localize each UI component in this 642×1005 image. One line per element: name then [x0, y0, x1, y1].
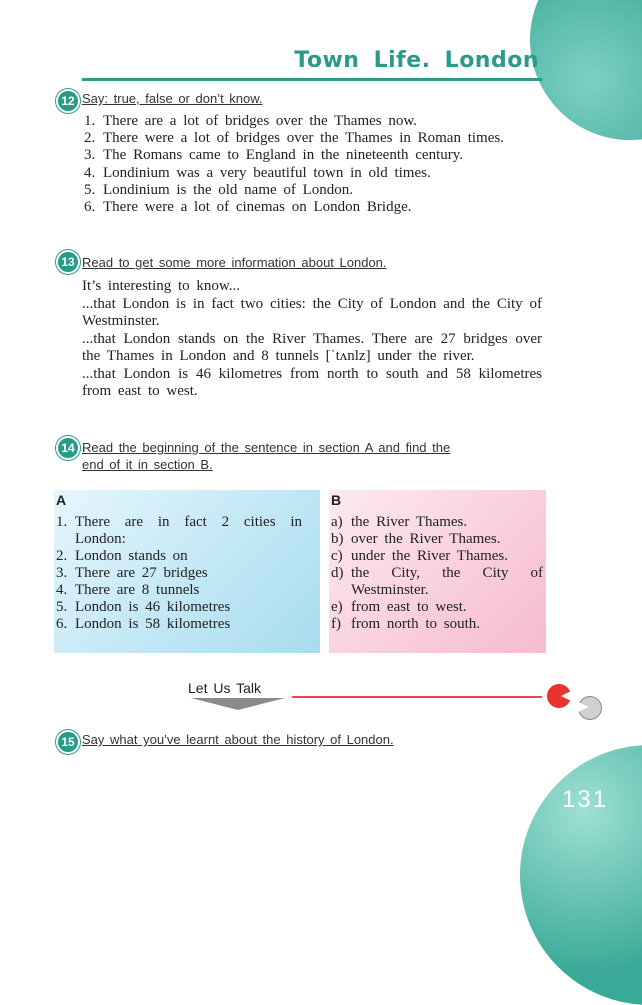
list-item: 4. There are 8 tunnels	[56, 582, 200, 598]
section-b-heading: B	[331, 492, 342, 508]
divider-line	[292, 696, 542, 698]
exercise-15-badge: 15	[56, 730, 80, 754]
corner-decoration-top	[530, 0, 642, 140]
corner-decoration-bottom	[520, 745, 642, 1005]
list-item: e) from east to west.	[331, 599, 467, 615]
exercise-14-instruction-line1: Read the beginning of the sentence in section A and find the	[82, 440, 451, 455]
list-item: 5. Londinium is the old name of London.	[84, 181, 354, 198]
list-item: 2. There were a lot of bridges over the Thames in Roman times.	[84, 130, 504, 147]
exercise-12-list	[84, 113, 544, 216]
paragraph: ...that London stands on the River Thames. There are 27 bridges over the Thames in London and 8 tunnels [ˈtʌnlz] under the river.	[82, 330, 542, 364]
pacman-grey-icon	[578, 696, 602, 720]
list-item: b) over the River Thames.	[331, 531, 501, 547]
list-item: a) the River Thames.	[331, 514, 468, 530]
list-item: 3. There are 27 bridges	[56, 565, 208, 581]
exercise-14-badge: 14	[56, 436, 80, 460]
page-number: 131	[562, 786, 609, 813]
list-item: 4. Londinium was a very beautiful town in old times.	[84, 164, 431, 181]
exercise-13-text	[82, 278, 542, 401]
list-item: 6. London is 58 kilometres	[56, 616, 231, 632]
exercise-15-instruction: Say what you’ve learnt about the history of London.	[82, 732, 394, 747]
paragraph: ...that London is 46 kilometres from north to south and 58 kilometres from east to west.	[82, 365, 542, 399]
page-title: Town Life. London	[294, 48, 539, 73]
list-item: f) from north to south.	[331, 616, 480, 632]
list-item: c) under the River Thames.	[331, 548, 509, 564]
list-item: 1. There are in fact 2 cities in London:	[56, 514, 302, 547]
paragraph: It’s interesting to know...	[82, 278, 241, 294]
pacman-red-icon	[547, 684, 571, 708]
title-divider	[82, 78, 542, 81]
list-item: 3. The Romans came to England in the nineteenth century.	[84, 147, 464, 164]
section-b-list	[331, 514, 543, 633]
list-item: d) the City, the City of Westminster.	[331, 565, 543, 598]
exercise-12-badge: 12	[56, 89, 80, 113]
exercise-13-badge: 13	[56, 250, 80, 274]
section-a-heading: A	[56, 492, 67, 508]
section-label-let-us-talk: Let Us Talk	[188, 680, 261, 696]
list-item: 1. There are a lot of bridges over the Thames now.	[84, 113, 417, 129]
exercise-14-instruction-line2: end of it in section B.	[82, 457, 213, 472]
list-item: 2. London stands on	[56, 548, 188, 564]
arrow-down-icon	[191, 698, 285, 710]
paragraph: ...that London is in fact two cities: the City of London and the City of Westminster.	[82, 295, 542, 329]
section-a-list	[56, 514, 302, 633]
exercise-13-instruction: Read to get some more information about London.	[82, 255, 387, 270]
list-item: 6. There were a lot of cinemas on London Bridge.	[84, 199, 412, 216]
exercise-12-instruction: Say: true, false or don’t know.	[82, 91, 263, 106]
list-item: 5. London is 46 kilometres	[56, 599, 231, 615]
